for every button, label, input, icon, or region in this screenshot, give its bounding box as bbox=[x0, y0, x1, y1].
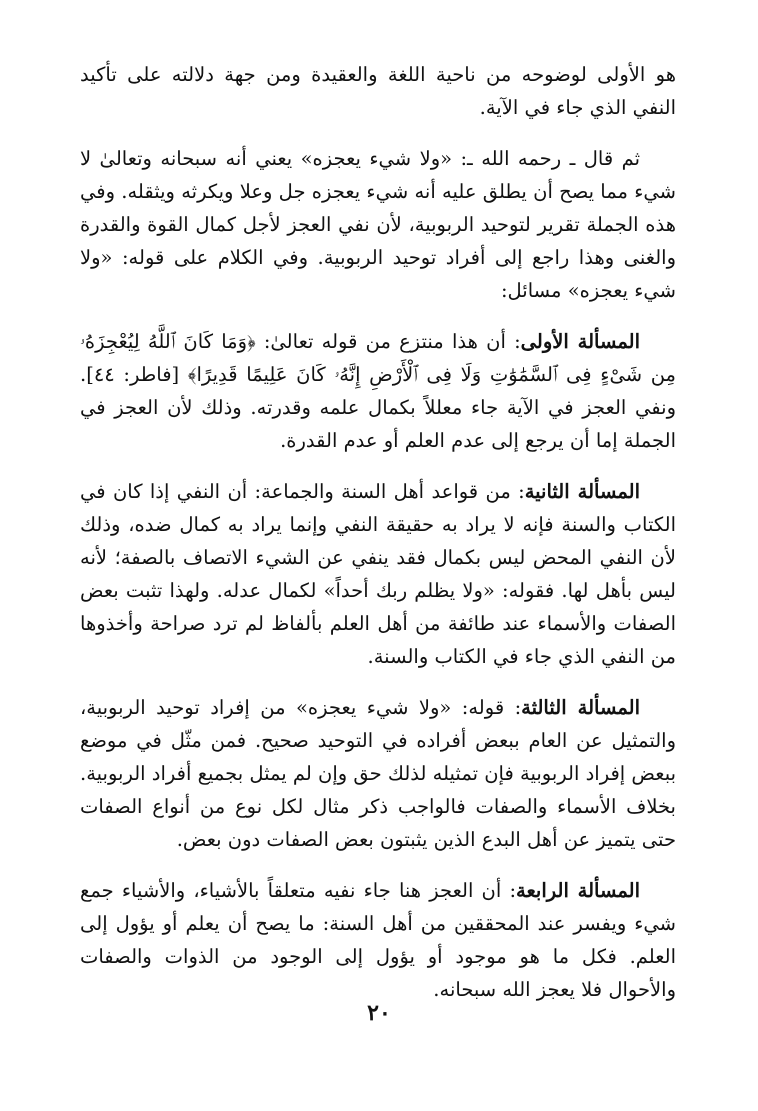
paragraph-text: : من قواعد أهل السنة والجماعة: أن النفي إذا كان في الكتاب والسنة فإنه لا يراد به حقيقة النفي وإنما يراد به كمال ضده، وذلك لأن النفي المحض ليس بكمال فقد ينفي عن الشيء الاتصاف بالصفة؛ لأنه ليس بأهل لها. فقوله: «ولا يظلم ربك أحداً» لكمال عدله. ولهذا تثبت بعض الصفات والأسماء عند طائفة من أهل العلم بألفاظ لم ترد صراحة وأخذوها من النفي الذي جاء في الكتاب والسنة. bbox=[80, 480, 676, 668]
paragraph-2 bbox=[80, 142, 676, 307]
issue-fourth-paragraph bbox=[80, 874, 676, 1006]
paragraph-text: : قوله: «ولا شيء يعجزه» من إفراد توحيد الربوبية، والتمثيل عن العام ببعض أفراده في التوحيد صحيح. فمن مثّل في موضع ببعض إفراد الربوبية فإن تمثيله لذلك حق وإن لم يمثل بجميع أفراد الربوبية. بخلاف الأسماء والصفات فالواجب ذكر مثال لكل نوع من أنواع الصفات حتى يتميز عن أهل البدع الذين يثبتون بعض الصفات دون بعض. bbox=[80, 696, 676, 851]
page-body bbox=[80, 58, 676, 1024]
issue-heading: المسألة الأولى bbox=[520, 330, 640, 353]
issue-third-paragraph bbox=[80, 691, 676, 856]
paragraph-text: : أن العجز هنا جاء نفيه متعلقاً بالأشياء، والأشياء جمع شيء ويفسر عند المحققين من أهل السنة: ما يصح أن يعلم أو يؤول إلى العلم. فكل ما هو موجود أو يؤول إلى الوجود من الذوات والصفات والأحوال فلا يعجز الله سبحانه. bbox=[80, 879, 676, 1001]
page-number: ٢٠ bbox=[367, 1000, 391, 1026]
issue-second-paragraph bbox=[80, 475, 676, 673]
issue-heading: المسألة الثالثة bbox=[521, 696, 640, 719]
paragraph-1 bbox=[80, 58, 676, 124]
paragraph-text: هو الأولى لوضوحه من ناحية اللغة والعقيدة ومن جهة دلالته على تأكيد النفي الذي جاء في الآية. bbox=[80, 63, 676, 119]
issue-heading: المسألة الرابعة bbox=[516, 879, 640, 902]
paragraph-text: ثم قال ـ رحمه الله ـ: «ولا شيء يعجزه» يعني أنه سبحانه وتعالىٰ لا شيء مما يصح أن يطلق عليه أنه شيء يعجزه جل وعلا ويكرثه ويثقله. وفي هذه الجملة تقرير لتوحيد الربوبية، لأن نفي العجز لأجل كمال القوة والقدرة والغنى وهذا راجع إلى أفراد توحيد الربوبية. وفي الكلام على قوله: «ولا شيء يعجزه» مسائل: bbox=[80, 147, 676, 302]
issue-heading: المسألة الثانية bbox=[524, 480, 640, 503]
paragraph-text: : أن هذا منتزع من قوله تعالىٰ: ﴿وَمَا كَانَ ٱللَّهُ لِيُعْجِزَهُۥ مِن شَىْءٍ فِى ٱلسَّمَٰوَٰتِ وَلَا فِى ٱلْأَرْضِ إِنَّهُۥ كَانَ عَلِيمًا قَدِيرًا﴾ [فاطر: ٤٤]. ونفي العجز في الآية جاء معللاً بكمال علمه وقدرته. وذلك لأن العجز في الجملة إما أن يرجع إلى عدم العلم أو عدم القدرة. bbox=[80, 330, 676, 452]
issue-first-paragraph bbox=[80, 325, 676, 457]
